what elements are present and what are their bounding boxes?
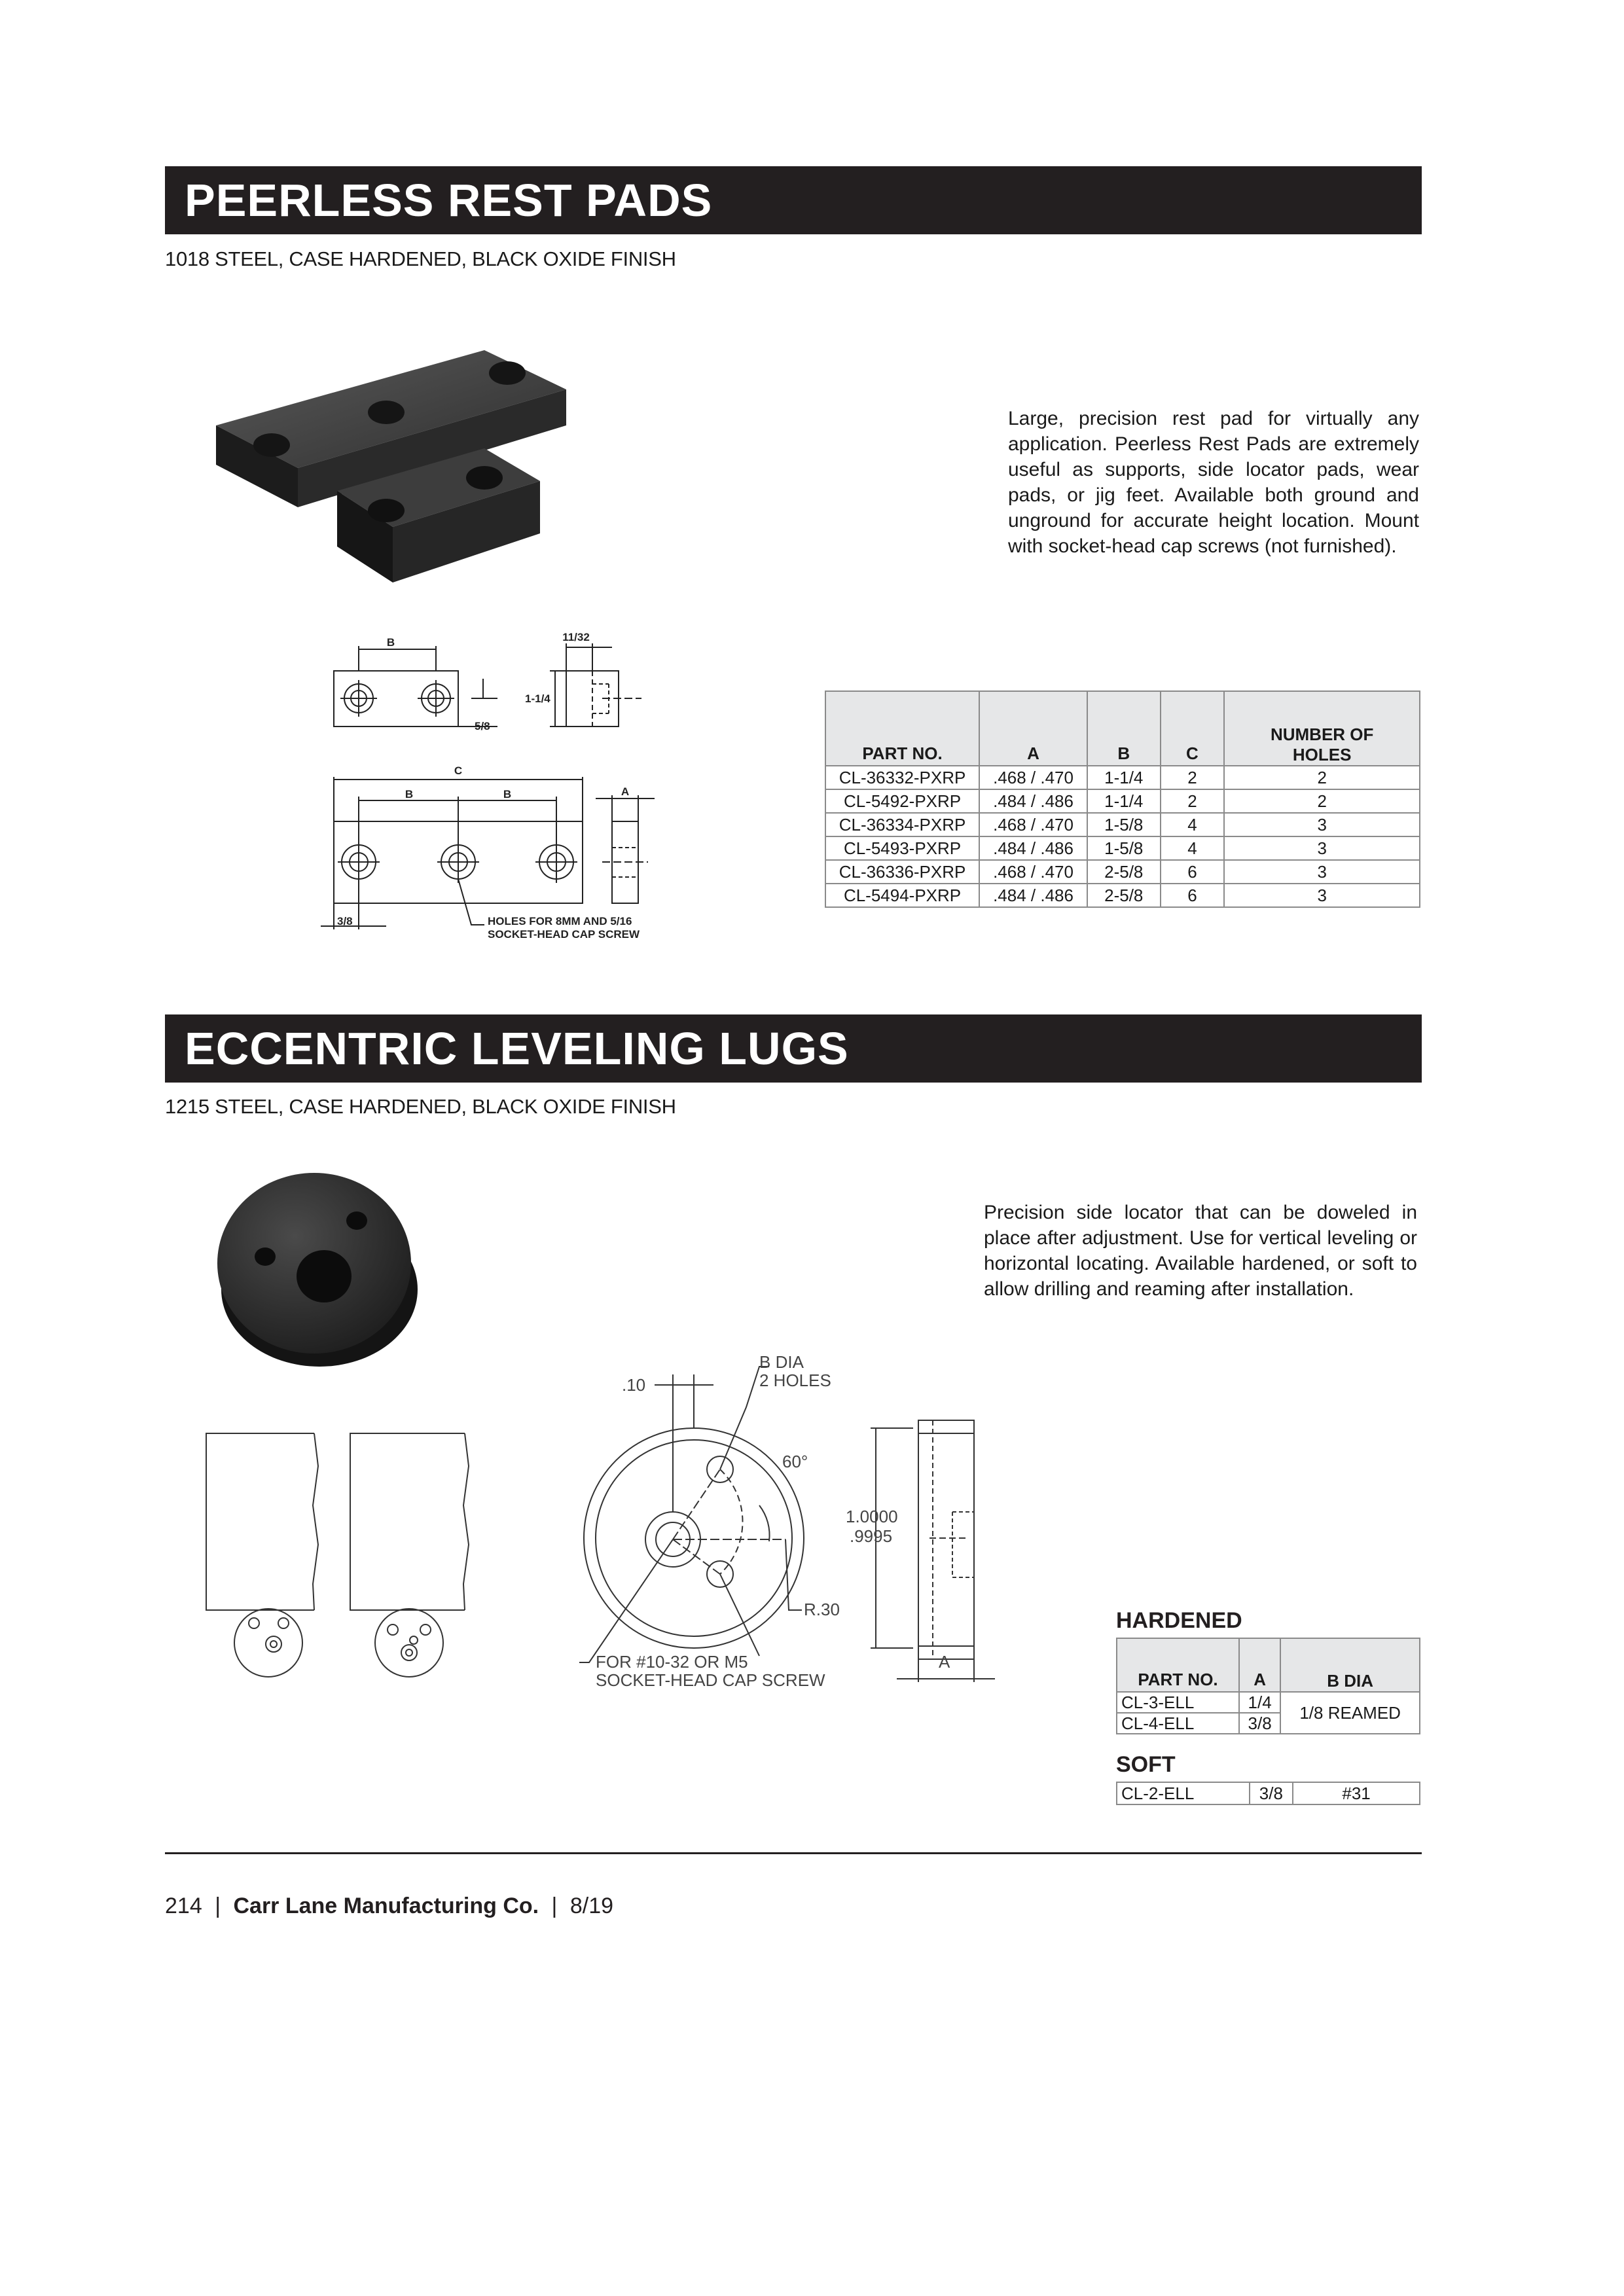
dim-a-label: A xyxy=(939,1652,950,1672)
dim-b2-label: B xyxy=(503,788,512,800)
leveling-lug-drawing xyxy=(563,1355,1021,1695)
rest-pad-photo xyxy=(209,321,576,596)
footer-divider xyxy=(165,1852,1422,1854)
cell-part-no: CL-5493-PXRP xyxy=(825,836,979,860)
cell-b-dia: #31 xyxy=(1293,1782,1420,1804)
col-header-a: A xyxy=(1239,1638,1280,1692)
b-holes-label: 2 HOLES xyxy=(759,1371,831,1390)
product-description: Large, precision rest pad for virtually any application. Peerless Rest Pads are extremely useful as supports, side locator pads, wear pads, or jig feet. Available both ground and unground for accurate height location. Mount with socket-head cap screws (not furnished). xyxy=(1008,408,1419,557)
hole-note-line2: SOCKET-HEAD CAP SCREW xyxy=(488,928,640,941)
cell-holes: 3 xyxy=(1224,860,1420,884)
table-row xyxy=(825,789,1420,813)
section-banner xyxy=(165,1014,1422,1083)
dia-upper-label: 1.0000 xyxy=(846,1507,898,1526)
dim-b1-label: B xyxy=(405,788,414,800)
cell-a: 1/4 xyxy=(1239,1692,1280,1713)
dia-lower-label: .9995 xyxy=(850,1526,893,1546)
section-subtitle: 1018 STEEL, CASE HARDENED, BLACK OXIDE FINISH xyxy=(165,247,676,270)
cell-a: .484 / .486 xyxy=(979,789,1087,813)
cell-b: 2-5/8 xyxy=(1087,884,1161,907)
section-title: ECCENTRIC LEVELING LUGS xyxy=(185,1023,849,1074)
cell-b: 1-5/8 xyxy=(1087,813,1161,836)
cell-a: 3/8 xyxy=(1250,1782,1293,1804)
company-name: Carr Lane Manufacturing Co. xyxy=(233,1893,539,1918)
cell-part-no: CL-36332-PXRP xyxy=(825,766,979,789)
table-row xyxy=(825,766,1420,789)
cell-a: .468 / .470 xyxy=(979,813,1087,836)
hardened-table xyxy=(1116,1638,1420,1734)
cell-a: .468 / .470 xyxy=(979,860,1087,884)
rest-pad-table xyxy=(825,691,1420,908)
soft-heading: SOFT xyxy=(1116,1752,1176,1777)
cell-c: 6 xyxy=(1161,860,1225,884)
col-header-part-no: PART NO. xyxy=(825,691,979,766)
col-header-c: C xyxy=(1161,691,1225,766)
soft-table xyxy=(1116,1782,1420,1805)
cell-holes: 3 xyxy=(1224,813,1420,836)
cell-b-dia: 1/8 REAMED xyxy=(1280,1692,1420,1734)
table-row xyxy=(1117,1692,1420,1713)
dim-b-label: B xyxy=(386,636,395,649)
table-row xyxy=(825,836,1420,860)
cell-part-no: CL-36336-PXRP xyxy=(825,860,979,884)
table-header-row xyxy=(825,691,1420,766)
table-row xyxy=(825,860,1420,884)
dim-1132-label: 11/32 xyxy=(562,632,590,643)
cell-c: 6 xyxy=(1161,884,1225,907)
cell-part-no: CL-5494-PXRP xyxy=(825,884,979,907)
rest-pad-drawing xyxy=(314,632,681,959)
table-row xyxy=(825,884,1420,907)
b-dia-label: B DIA xyxy=(759,1355,804,1372)
cell-b: 2-5/8 xyxy=(1087,860,1161,884)
leveling-lug-photo xyxy=(209,1158,425,1374)
footer-date: 8/19 xyxy=(569,1893,614,1918)
lug-application-sketch xyxy=(196,1427,484,1689)
cell-holes: 3 xyxy=(1224,884,1420,907)
cell-part-no: CL-2-ELL xyxy=(1117,1782,1250,1804)
cell-c: 2 xyxy=(1161,789,1225,813)
cell-c: 4 xyxy=(1161,836,1225,860)
angle-label: 60° xyxy=(782,1452,808,1471)
cell-holes: 2 xyxy=(1224,789,1420,813)
cell-part-no: CL-3-ELL xyxy=(1117,1692,1239,1713)
col-header-holes: NUMBER OF HOLES xyxy=(1224,691,1420,766)
dim-58-label: 5/8 xyxy=(475,720,490,732)
cell-a: .468 / .470 xyxy=(979,766,1087,789)
footer-separator: | xyxy=(551,1893,558,1918)
cell-holes: 3 xyxy=(1224,836,1420,860)
table-row xyxy=(825,813,1420,836)
cell-b: 1-5/8 xyxy=(1087,836,1161,860)
cell-holes: 2 xyxy=(1224,766,1420,789)
page-footer xyxy=(165,1893,613,1919)
cell-b: 1-1/4 xyxy=(1087,789,1161,813)
cell-part-no: CL-36334-PXRP xyxy=(825,813,979,836)
screw-note-line1: FOR #10-32 OR M5 xyxy=(596,1652,748,1672)
col-header-b: B xyxy=(1087,691,1161,766)
section-title: PEERLESS REST PADS xyxy=(185,175,713,226)
cell-part-no: CL-5492-PXRP xyxy=(825,789,979,813)
cell-a: .484 / .486 xyxy=(979,884,1087,907)
hardened-heading: HARDENED xyxy=(1116,1608,1242,1633)
section-banner xyxy=(165,166,1422,234)
col-header-a: A xyxy=(979,691,1087,766)
dim-c-label: C xyxy=(454,764,463,777)
table-row xyxy=(1117,1782,1420,1804)
col-header-part-no: PART NO. xyxy=(1117,1638,1239,1692)
hole-note-line1: HOLES FOR 8MM AND 5/16 xyxy=(488,915,632,927)
dim-010-label: .10 xyxy=(622,1375,646,1395)
page-number: 214 xyxy=(165,1893,202,1918)
col-header-b-dia: B DIA xyxy=(1280,1638,1420,1692)
dim-38-label: 3/8 xyxy=(337,915,353,927)
cell-b: 1-1/4 xyxy=(1087,766,1161,789)
cell-part-no: CL-4-ELL xyxy=(1117,1713,1239,1734)
radius-label: R.30 xyxy=(804,1600,840,1619)
footer-separator: | xyxy=(215,1893,221,1918)
cell-c: 2 xyxy=(1161,766,1225,789)
product-description: Precision side locator that can be doweled in place after adjustment. Use for vertical leveling or horizontal locating. Available hardened, or soft to allow drilling and reaming after installation. xyxy=(984,1202,1417,1300)
table-header-row xyxy=(1117,1638,1420,1692)
cell-a: 3/8 xyxy=(1239,1713,1280,1734)
section-subtitle: 1215 STEEL, CASE HARDENED, BLACK OXIDE FINISH xyxy=(165,1095,676,1118)
dim-114-label: 1-1/4 xyxy=(525,692,550,705)
cell-c: 4 xyxy=(1161,813,1225,836)
dim-a-label: A xyxy=(621,785,630,798)
cell-a: .484 / .486 xyxy=(979,836,1087,860)
screw-note-line2: SOCKET-HEAD CAP SCREW xyxy=(596,1670,825,1690)
